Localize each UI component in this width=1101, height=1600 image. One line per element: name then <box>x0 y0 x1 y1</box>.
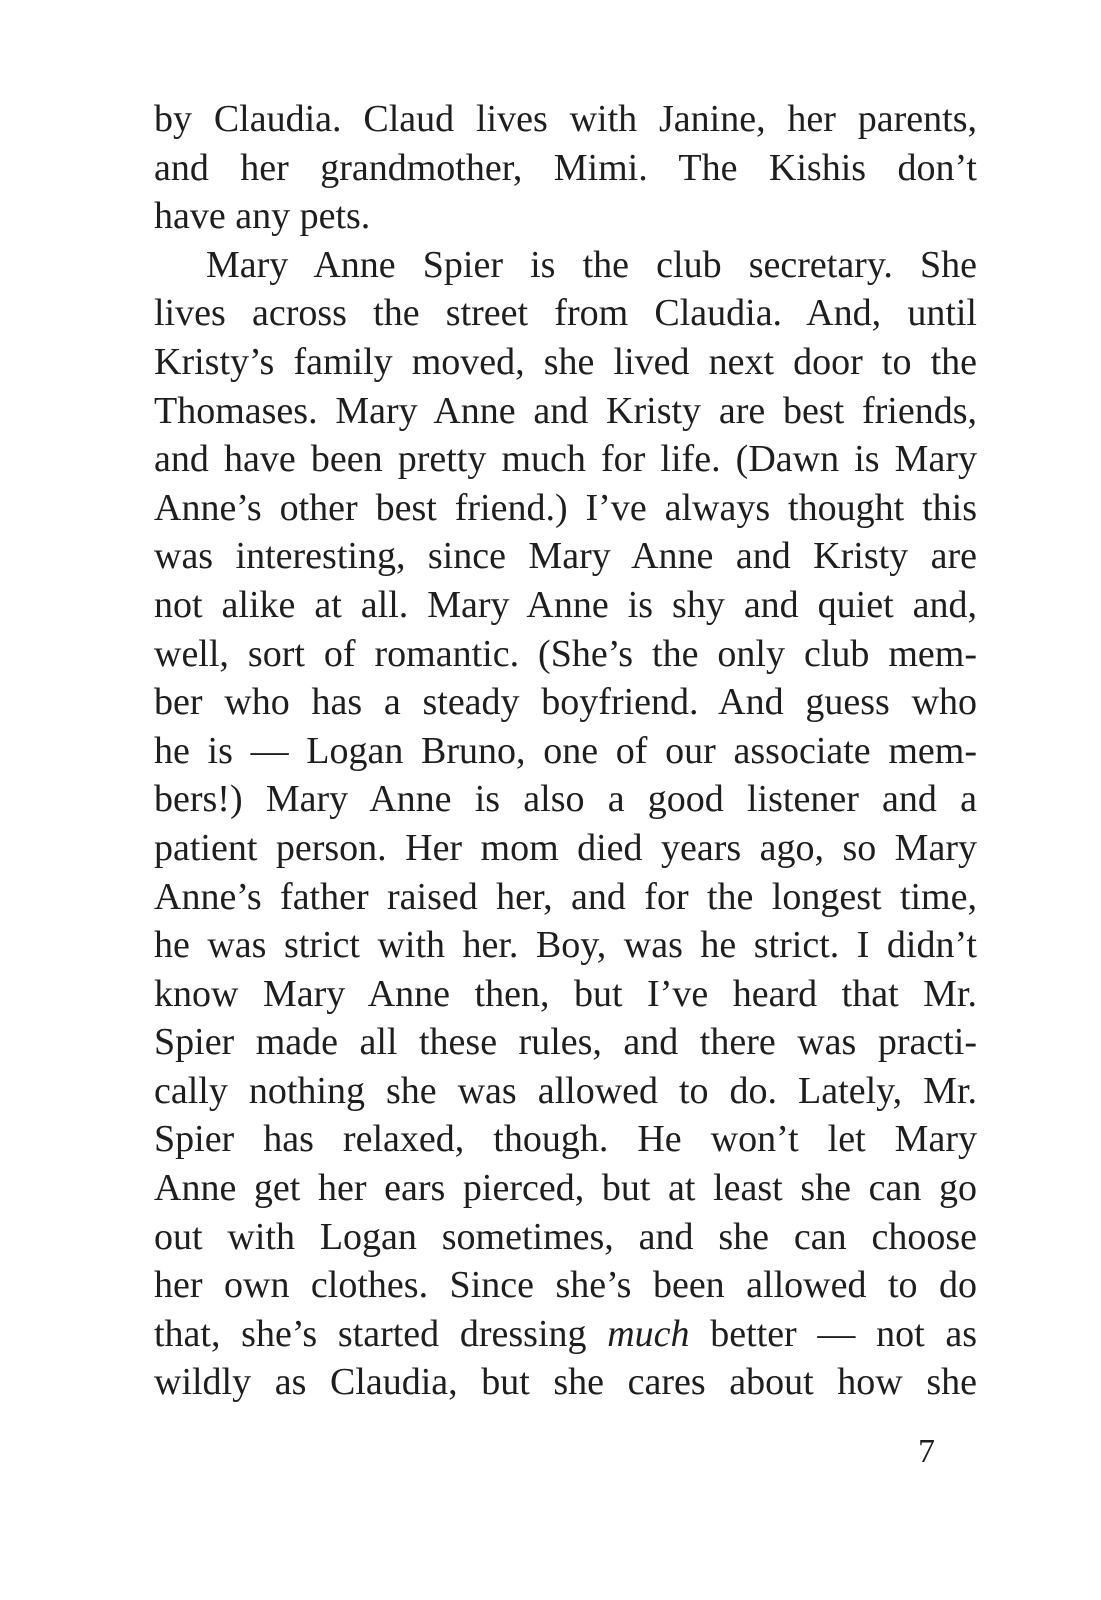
text-line: not alike at all. Mary Anne is shy and quiet and, <box>154 583 977 626</box>
text-line: Anne get her ears pierced, but at least she can go <box>154 1167 977 1210</box>
text-segment: better — not as <box>689 1312 977 1355</box>
text-line: ber who has a steady boyfriend. And guess who <box>154 681 977 724</box>
text-line: Mary Anne Spier is the club secretary. She <box>206 243 977 286</box>
text-line: patient person. Her mom died years ago, so Mary <box>154 826 977 869</box>
text-line: know Mary Anne then, but I’ve heard that Mr. <box>154 972 977 1015</box>
body-text <box>154 95 977 1407</box>
text-line: Spier has relaxed, though. He won’t let Mary <box>154 1118 977 1161</box>
text-line: he was strict with her. Boy, was he strict. I didn’t <box>154 924 977 967</box>
text-line: Anne’s other best friend.) I’ve always thought this <box>154 486 977 529</box>
page-number: 7 <box>918 1433 935 1470</box>
text-line: Spier made all these rules, and there was practi- <box>154 1021 977 1064</box>
text-line: out with Logan sometimes, and she can choose <box>154 1215 977 1258</box>
text-line: Thomases. Mary Anne and Kristy are best friends, <box>154 389 977 432</box>
text-line: he is — Logan Bruno, one of our associate mem- <box>154 729 977 772</box>
text-line: Anne’s father raised her, and for the longest time, <box>154 875 977 918</box>
text-line: cally nothing she was allowed to do. Lately, Mr. <box>154 1069 977 1112</box>
text-line: and her grandmother, Mimi. The Kishis don’t <box>154 146 977 189</box>
text-line: her own clothes. Since she’s been allowed to do <box>154 1264 977 1307</box>
text-line: Kristy’s family moved, she lived next door to the <box>154 340 977 383</box>
text-line <box>154 1310 977 1359</box>
text-line: wildly as Claudia, but she cares about how she <box>154 1361 977 1404</box>
italic-text: much <box>607 1312 690 1355</box>
text-line: bers!) Mary Anne is also a good listener and a <box>154 778 977 821</box>
text-line: lives across the street from Claudia. And, until <box>154 292 977 335</box>
text-line: have any pets. <box>154 195 371 238</box>
text-line: well, sort of romantic. (She’s the only club mem- <box>154 632 977 675</box>
text-segment: that, she’s started dressing <box>154 1312 608 1355</box>
text-line: by Claudia. Claud lives with Janine, her parents, <box>154 98 977 140</box>
text-line: was interesting, since Mary Anne and Kristy are <box>154 535 977 578</box>
text-line: and have been pretty much for life. (Dawn is Mary <box>154 438 977 481</box>
